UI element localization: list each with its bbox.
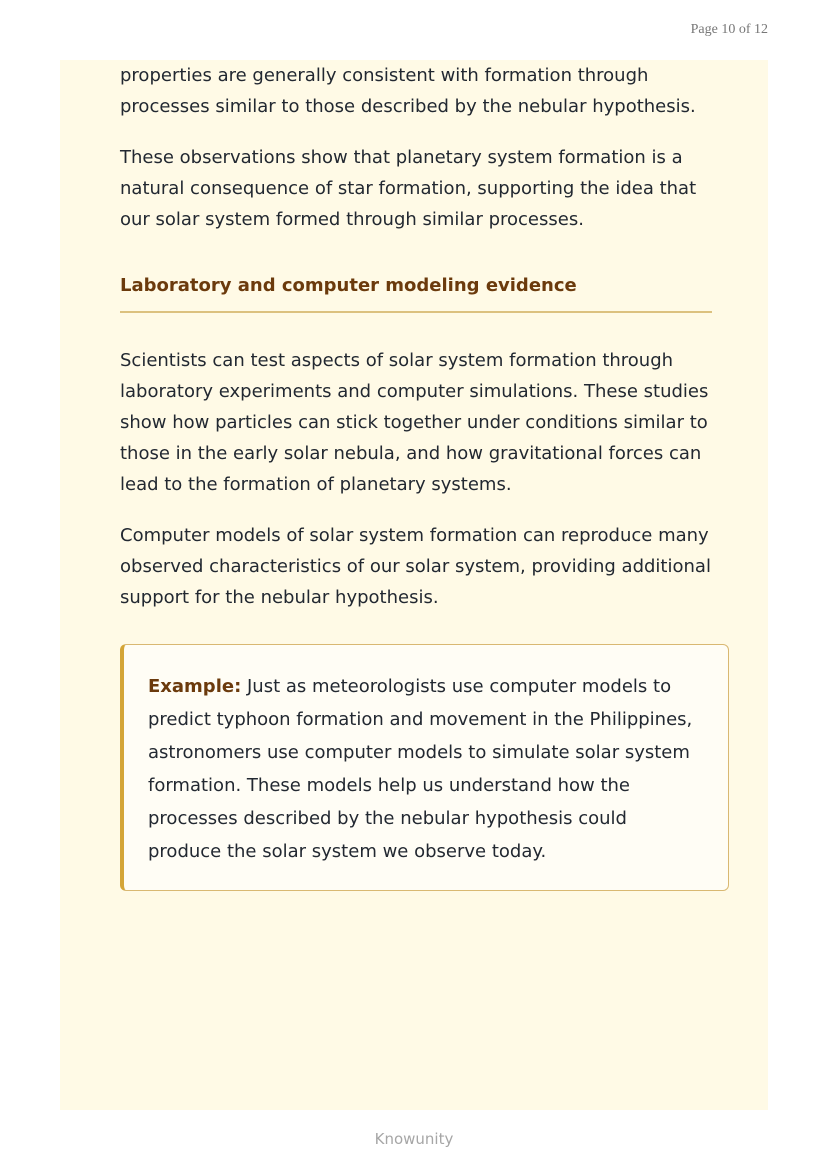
example-text: Just as meteorologists use computer models to predict typhoon formation and movement in the Philippines, astronomers use computer models to simulate solar system formation. These models help us understand how the processes described by the nebular hypothesis could produce the solar system we observe today. <box>148 676 693 862</box>
footer-brand: Knowunity <box>374 1130 454 1148</box>
example-label: Example: <box>148 676 242 697</box>
observations-paragraph: These observations show that planetary system formation is a natural consequence of star formation, supporting the idea that our solar system formed through similar processes. <box>120 147 697 230</box>
continued-paragraph: properties are generally consistent with formation through processes similar to those described by the nebular hypothesis. <box>120 65 696 117</box>
laboratory-paragraph: Scientists can test aspects of solar system formation through laboratory experiments and computer simulations. These studies show how particles can stick together under conditions similar to those in the early solar nebula, and how gravitational forces can lead to the formation of planetary systems. <box>120 350 709 495</box>
example-callout <box>120 644 729 891</box>
section-heading: Laboratory and computer modeling evidence <box>120 273 712 313</box>
computer-models-paragraph: Computer models of solar system formation can reproduce many observed characteristics of our solar system, providing additional support for the nebular hypothesis. <box>120 525 711 608</box>
document-content <box>120 60 712 891</box>
page-number: Page 10 of 12 <box>690 22 768 37</box>
